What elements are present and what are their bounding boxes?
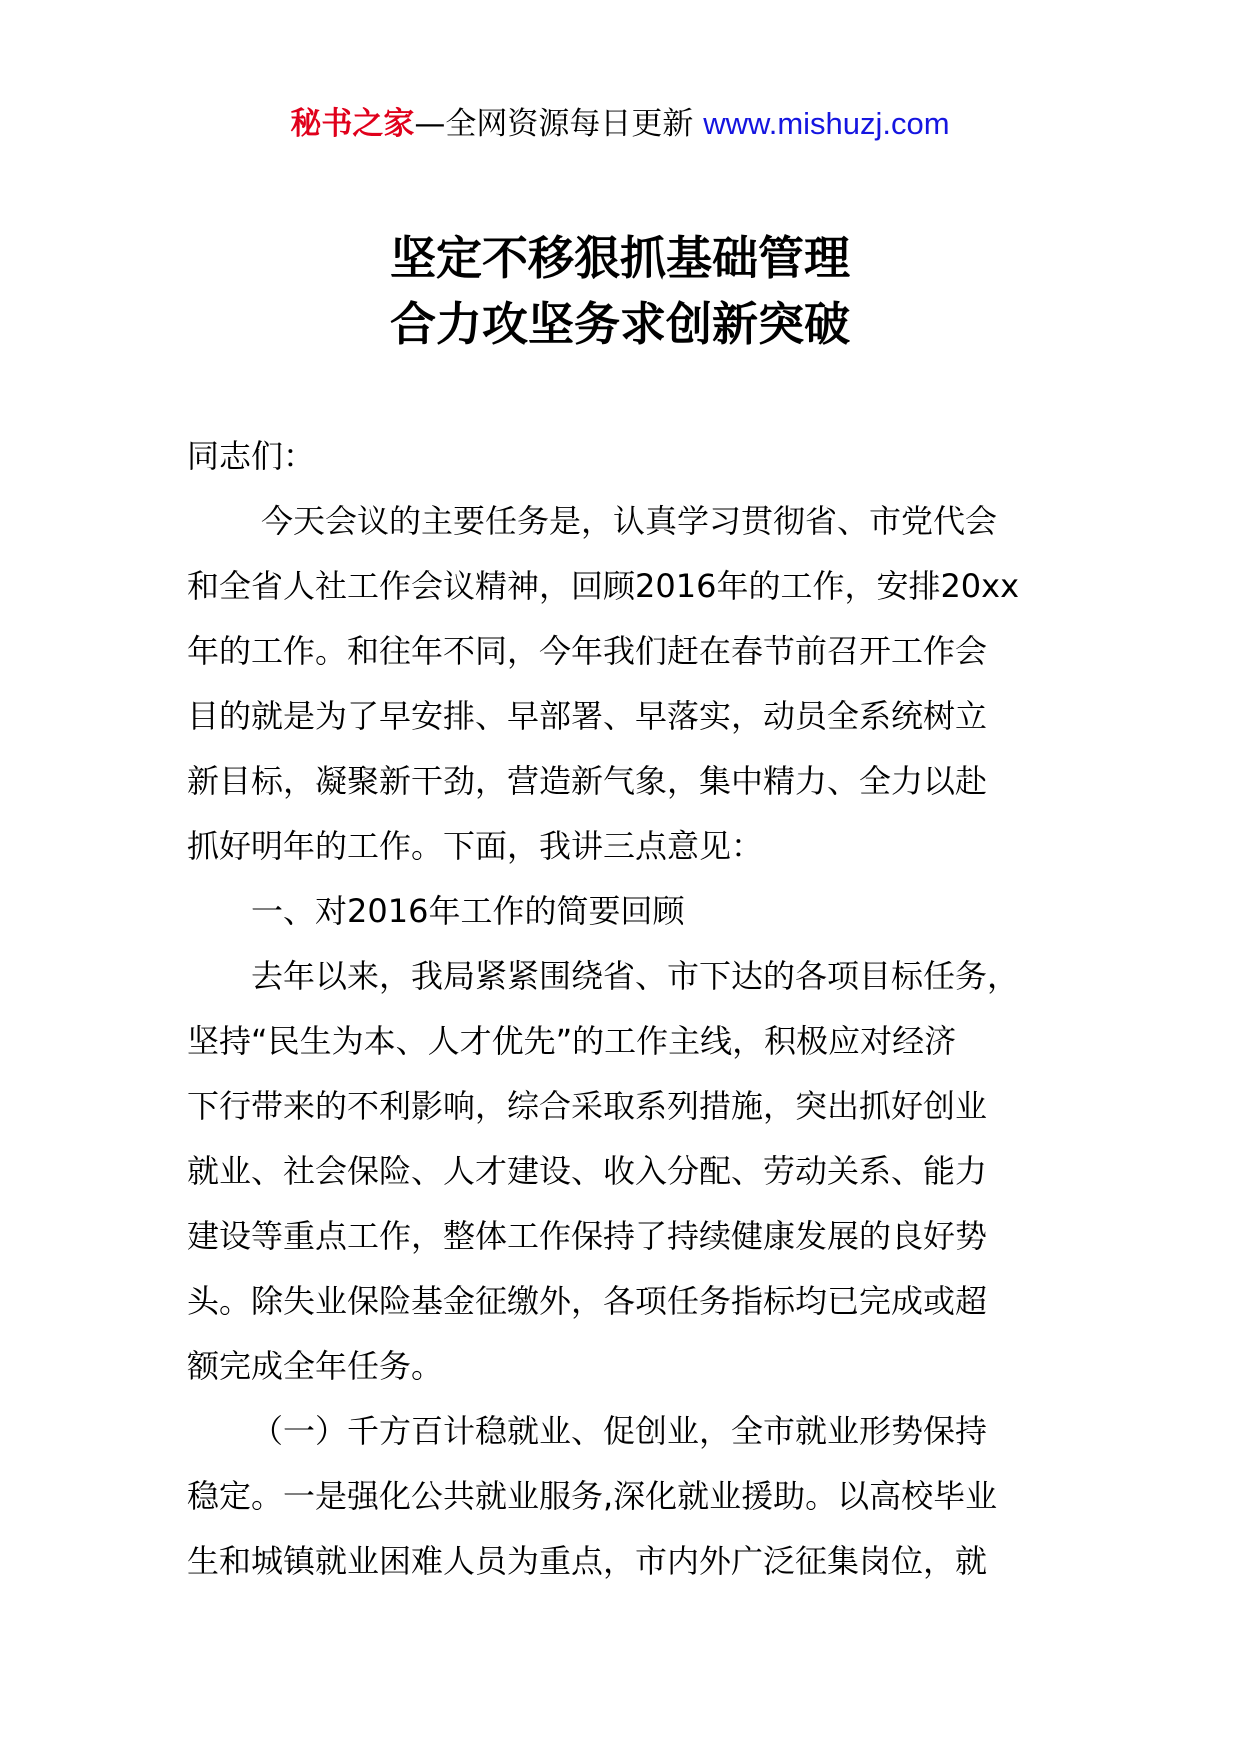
body-line: 年的工作。和往年不同，今年我们赶在春节前召开工作会 [187,632,988,670]
body-line: 今天会议的主要任务是，认真学习贯彻省、市党代会 [261,502,998,540]
site-brand: 秘书之家 [290,106,415,142]
site-tagline: —全网资源每日更新 [414,106,704,142]
body-line: 坚持“民生为本、人才优先”的工作主线，积极应对经济 [187,1022,957,1060]
body-line: 去年以来，我局紧紧围绕省、市下达的各项目标任务， [251,957,1020,995]
body-line: 下行带来的不利影响，综合采取系列措施，突出抓好创业 [187,1087,988,1125]
body-line: 和全省人社工作会议精神，回顾2016年的工作，安排20xx [187,567,1020,605]
title-line-2: 合力攻坚务求创新突破 [390,297,850,351]
document-title [0,225,1240,357]
section-heading: 一、对2016年工作的简要回顾 [251,892,685,930]
body-line: 头。除失业保险基金征缴外，各项任务指标均已完成或超 [187,1282,988,1320]
body-line: 额完成全年任务。 [187,1347,444,1385]
salutation: 同志们： [187,437,316,475]
title-line-1: 坚定不移狠抓基础管理 [390,231,850,285]
body-line: 抓好明年的工作。下面，我讲三点意见： [187,827,764,865]
document-body [187,424,1067,1594]
site-url-link[interactable]: www.mishuzj.com [703,106,950,141]
body-line: 就业、社会保险、人才建设、收入分配、劳动关系、能力 [187,1152,988,1190]
body-line: 稳定。一是强化公共就业服务,深化就业援助。以高校毕业 [187,1477,998,1515]
body-line: 目的就是为了早安排、早部署、早落实，动员全系统树立 [187,697,988,735]
site-header [0,104,1240,144]
body-line: 生和城镇就业困难人员为重点，市内外广泛征集岗位，就 [187,1542,988,1580]
body-line: 建设等重点工作，整体工作保持了持续健康发展的良好势 [187,1217,988,1255]
subsection-heading: （一）千方百计稳就业、促创业，全市就业形势保持 [251,1412,988,1450]
body-line: 新目标，凝聚新干劲，营造新气象，集中精力、全力以赴 [187,762,988,800]
